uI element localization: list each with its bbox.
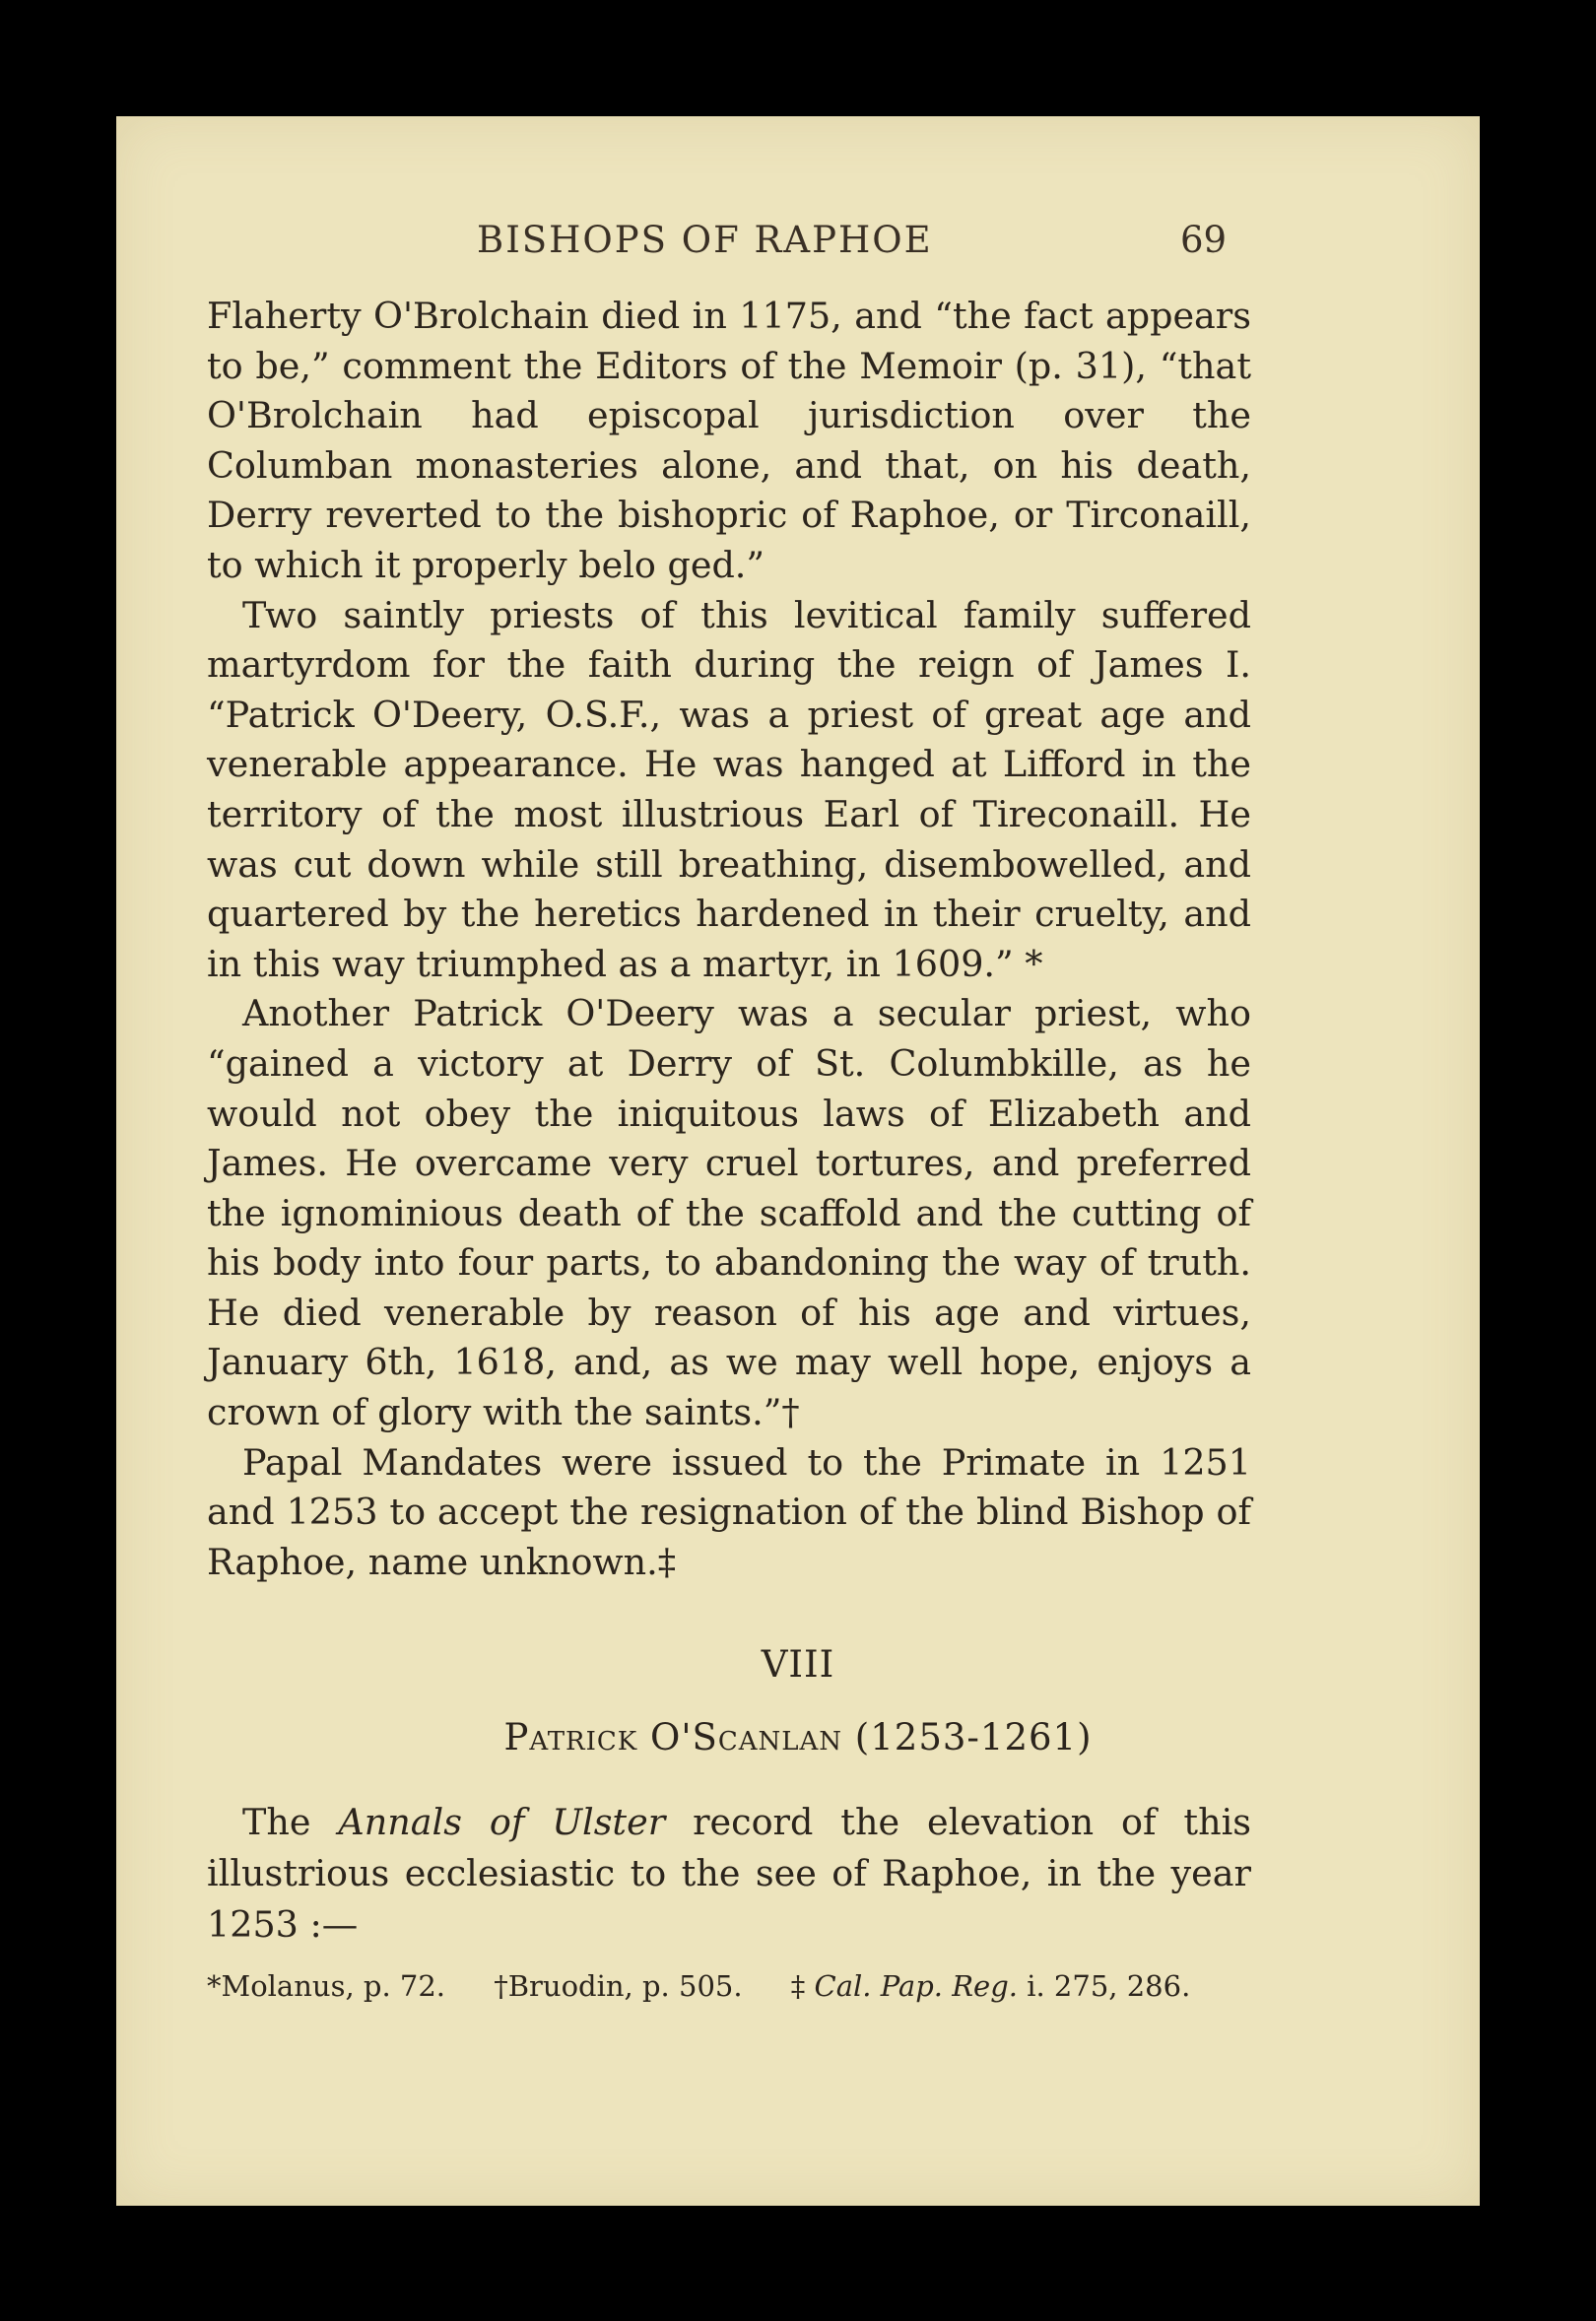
paragraph: Flaherty O'Brolchain died in 1175, and “the fact appears to be,” comment the Editors of the Memoir (p. 31), “that O'Brolchain had episcopal jurisdiction over the Columban monasteries alone, and that, on his death, Derry reverted to the bishopric of Raphoe, or Tirconaill, to which it properly belo ged.” [207, 295, 1251, 586]
body-text [207, 292, 1251, 1587]
page-header [116, 219, 1480, 278]
paragraph: Papal Mandates were issued to the Primate in 1251 and 1253 to accept the resignation of the blind Bishop of Raphoe, name unknown.‡ [207, 1440, 1251, 1583]
chapter-paragraph [207, 1797, 1251, 1951]
footnote-text: i. 275, 286. [1018, 1969, 1191, 2003]
book-page [116, 116, 1480, 2206]
section-numeral: VIII [761, 1643, 835, 1686]
page-number: 69 [1180, 219, 1228, 261]
paragraph: Another Patrick O'Deery was a secular priest, who “gained a victory at Derry of St. Columbkille, as he would not obey the iniquitous laws of Elizabeth and James. He overcame very cruel tortures, and preferred the ignominious death of the scaffold and the cutting of his body into four parts, to abandoning the way of truth. He died venerable by reason of his age and virtues, January 6th, 1618, and, as we may well hope, enjoys a crown of glory with the saints.”† [207, 992, 1251, 1434]
paragraph-rest: record the elevation of this illustrious ecclesiastic to the see of Raphoe, in the year 1253 :— [207, 1801, 1251, 1946]
chapter-body [207, 1797, 1251, 1951]
running-title: BISHOPS OF RAPHOE [477, 219, 933, 261]
footnote [494, 1966, 742, 2006]
paragraph-lead: The [242, 1801, 339, 1843]
footnote-source: Cal. Pap. Reg. [814, 1969, 1018, 2003]
footnote [207, 1966, 445, 2006]
footnotes [207, 1966, 1251, 2006]
footnote-mark: ‡ [790, 1969, 815, 2003]
paragraph: Two saintly priests of this levitical family suffered martyrdom for the faith during the reign of James I. “Patrick O'Deery, O.S.F., was a priest of great age and venerable appearance. He was hanged at Lifford in the territory of the most illustrious Earl of Tireconaill. He was cut down while still breathing, disembowelled, and quartered by the heretics hardened in their cruelty, and in this way triumphed as a martyr, in 1609.” * [207, 593, 1251, 985]
footnote [791, 1966, 1191, 2006]
work-title: Annals of Ulster [338, 1801, 666, 1843]
footnote-text: †Bruodin, p. 505. [494, 1969, 743, 2003]
chapter-title: Patrick O'Scanlan (1253-1261) [503, 1716, 1093, 1758]
footnote-text: *Molanus, p. 72. [207, 1969, 446, 2003]
